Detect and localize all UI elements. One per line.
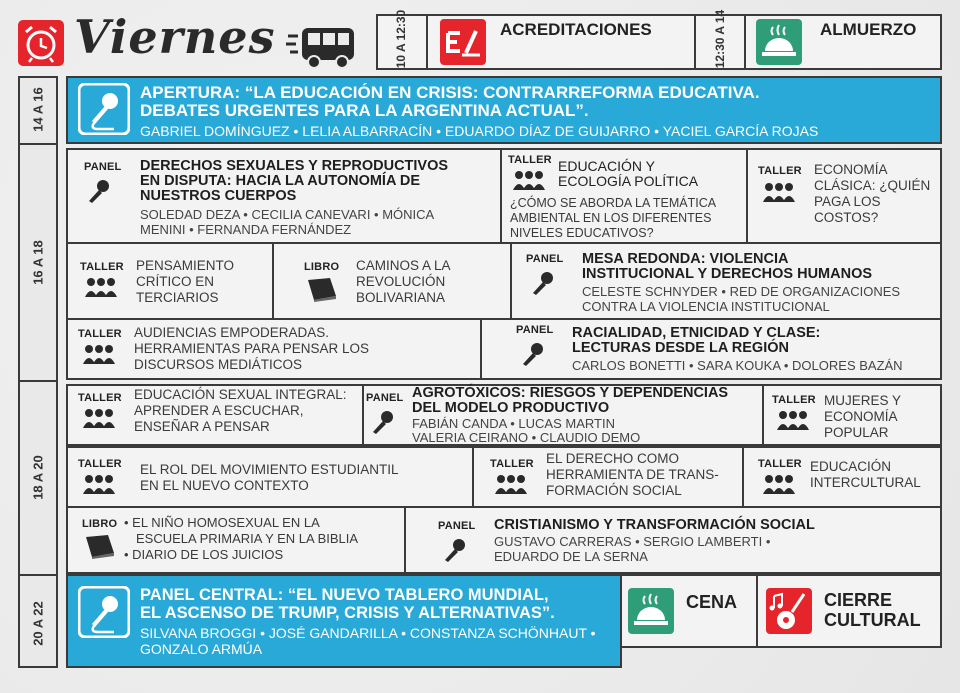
group-icon [84,277,118,299]
session-speakers: SOLEDAD DEZA • CECILIA CANEVARI • MÓNICA [140,207,435,222]
session-title: • DIARIO DE LOS JUICIOS [124,547,284,562]
session-title: APRENDER A ESCUCHAR, [134,403,304,418]
session-title: DISCURSOS MEDIÁTICOS [134,357,303,372]
session-type: TALLER [758,165,802,177]
session-title: PENSAMIENTO [136,258,235,273]
session-title: • EL NIÑO HOMOSEXUAL EN LA [124,515,320,530]
book-icon [306,276,338,302]
group-icon [776,410,810,432]
session-title: CLÁSICA: ¿QUIÉN [814,178,931,193]
closing-label: CIERRE [824,590,893,610]
session-title: INSTITUCIONAL Y DERECHOS HUMANOS [582,266,873,282]
session-title: POPULAR [824,425,889,440]
session-description: NIVELES EDUCATIVOS? [510,226,654,240]
session-type: TALLER [78,458,122,470]
session-title: ECONOMÍA [824,409,898,424]
session-title: TERCIARIOS [136,290,219,305]
time-sidebar [18,76,58,668]
session-type: PANEL [438,520,476,532]
microphone-icon [86,178,112,204]
time-label: 18 A 20 [30,455,46,500]
lunch-time: 12:30 A 14 [713,9,727,69]
session-type: TALLER [490,458,534,470]
session-title: EDUCACIÓN Y [558,158,655,174]
session-title: FORMACIÓN SOCIAL [546,483,682,498]
cloche-icon [756,19,802,65]
session-type: TALLER [508,154,552,166]
session-title: EN DISPUTA: HACIA LA AUTONOMÍA DE [140,173,421,189]
opening-title: DEBATES URGENTES PARA LA ARGENTINA ACTUAL”. [140,101,589,120]
time-label: 20 A 22 [30,601,46,646]
session-title: HERRAMIENTAS PARA PENSAR LOS [134,341,370,356]
microphone-icon [520,341,546,367]
session-title: MUJERES Y [824,393,902,408]
session-speakers: CELESTE SCHNYDER • RED DE ORGANIZACIONES [582,284,901,299]
microphone-icon [370,409,396,435]
group-icon [82,408,116,430]
session-type: LIBRO [82,518,118,530]
central-title: PANEL CENTRAL: “EL NUEVO TABLERO MUNDIAL, [140,586,549,604]
session-title: COSTOS? [814,210,879,225]
time-divider [18,380,58,382]
session-title: ECONOMÍA [814,162,888,177]
central-title: EL ASCENSO DE TRUMP, CRISIS Y ALTERNATIVAS”. [140,604,555,622]
session-speakers: CARLOS BONETTI • SARA KOUKA • DOLORES BAZÁN [572,358,903,373]
group-icon [762,182,796,204]
time-label: 16 A 18 [30,240,46,285]
music-guitar-icon [766,588,812,634]
cloche-icon [628,588,674,634]
time-label: 14 A 16 [30,87,46,132]
book-icon [84,533,116,559]
bus-icon [286,24,358,70]
group-icon [82,474,116,496]
central-speakers: SILVANA BROGGI • JOSÉ GANDARILLA • CONSTANZA SCHÖNHAUT • [140,625,596,641]
group-icon [762,474,796,496]
session-title: LECTURAS DESDE LA REGIÓN [572,340,789,356]
lunch-label: ALMUERZO [820,20,917,39]
session-type: LIBRO [304,261,340,273]
session-speakers: FABIÁN CANDA • LUCAS MARTIN [412,416,615,431]
session-type: TALLER [772,394,816,406]
session-speakers: GUSTAVO CARRERAS • SERGIO LAMBERTI • [494,534,771,549]
session-title: EL ROL DEL MOVIMIENTO ESTUDIANTIL [140,462,399,477]
accreditation-time: 10 A 12:30 [394,9,408,69]
session-title: INTERCULTURAL [810,475,921,490]
time-divider [18,574,58,576]
session-title: BOLIVARIANA [356,290,446,305]
session-description: ¿CÓMO SE ABORDA LA TEMÁTICA [510,196,717,210]
session-type: TALLER [80,261,124,273]
central-speakers: GONZALO ARMÚA [140,641,263,657]
opening-title: APERTURA: “LA EDUCACIÓN EN CRISIS: CONTRARREFORMA EDUCATIVA. [140,83,760,102]
microphone-icon [78,83,130,135]
group-icon [82,344,116,366]
group-icon [494,474,528,496]
session-type: PANEL [526,253,564,265]
session-title: EN EL NUEVO CONTEXTO [140,478,309,493]
accreditation-icon [440,19,486,65]
microphone-icon [530,270,556,296]
accreditation-label: ACREDITACIONES [500,20,652,39]
session-title: RACIALIDAD, ETNICIDAD Y CLASE: [572,325,821,341]
microphone-icon [78,586,130,638]
session-title: HERRAMIENTA DE TRANS- [546,467,719,482]
session-title: NUESTROS CUERPOS [140,188,297,204]
day-title: Viernes [74,10,276,64]
session-title: EL DERECHO COMO [546,451,680,466]
session-title: CRÍTICO EN [136,274,215,289]
session-title: ECOLOGÍA POLÍTICA [558,173,699,189]
session-speakers: CONTRA LA VIOLENCIA INSTITUCIONAL [582,299,830,314]
alarm-clock-icon [18,20,64,66]
session-title: ESCUELA PRIMARIA Y EN LA BIBLIA [136,531,359,546]
session-type: TALLER [78,392,122,404]
session-description: AMBIENTAL EN LOS DIFERENTES [510,211,712,225]
microphone-icon [442,537,468,563]
session-title: CAMINOS A LA [356,258,451,273]
session-speakers: VALERIA CEIRANO • CLAUDIO DEMO [412,430,641,445]
session-title: AGROTÓXICOS: RIESGOS Y DEPENDENCIAS [412,385,729,401]
session-title: EDUCACIÓN SEXUAL INTEGRAL: [134,387,347,402]
session-title: CRISTIANISMO Y TRANSFORMACIÓN SOCIAL [494,517,815,533]
session-type: PANEL [366,392,404,404]
closing-label: CULTURAL [824,610,921,630]
session-speakers: EDUARDO DE LA SERNA [494,549,648,564]
session-title: REVOLUCIÓN [356,274,446,289]
dinner-label: CENA [686,592,738,612]
session-title: AUDIENCIAS EMPODERADAS. [134,325,330,340]
session-title: PAGA LOS [814,194,881,209]
session-type: TALLER [78,328,122,340]
session-title: ENSEÑAR A PENSAR [134,419,270,434]
session-title: DEL MODELO PRODUCTIVO [412,400,610,416]
group-icon [512,170,546,192]
opening-speakers: GABRIEL DOMÍNGUEZ • LELIA ALBARRACÍN • EDUARDO DÍAZ DE GUIJARRO • YACIEL GARCÍA ROJAS [140,123,819,139]
session-title: DERECHOS SEXUALES Y REPRODUCTIVOS [140,158,449,174]
session-speakers: MENINI • FERNANDA FERNÁNDEZ [140,222,352,237]
session-title: MESA REDONDA: VIOLENCIA [582,251,789,267]
session-type: PANEL [516,324,554,336]
session-type: TALLER [758,458,802,470]
session-type: PANEL [84,161,122,173]
session-title: EDUCACIÓN [810,459,892,474]
